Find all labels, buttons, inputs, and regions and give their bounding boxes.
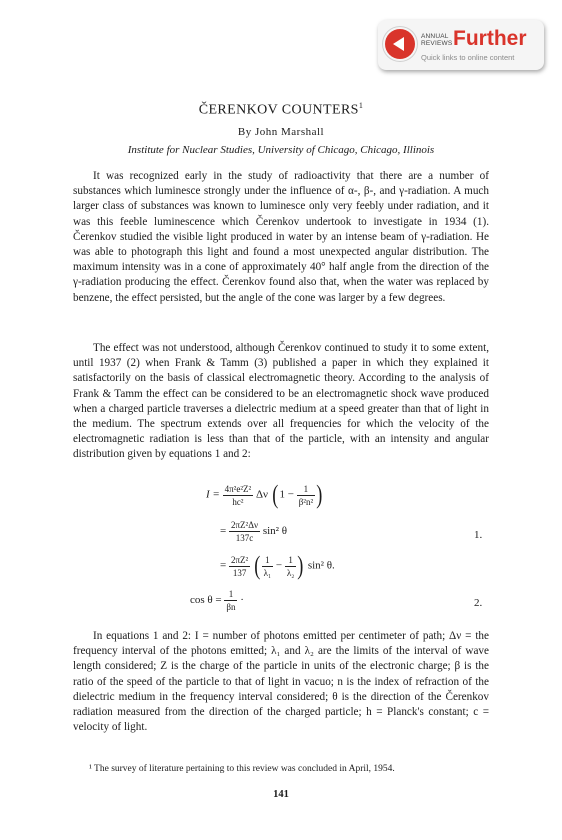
annual-reviews-further-badge[interactable]	[378, 20, 544, 70]
eq1-a-numerator: 4π²e²Z²	[224, 483, 252, 494]
eq2-numerator: 1	[224, 588, 237, 601]
eq1-a-left-paren: (	[272, 480, 279, 509]
eq1-a-inner-denominator: β²n²	[298, 496, 314, 507]
eq1-c-lambda2-fraction	[285, 554, 297, 579]
badge-further-text: Further	[453, 27, 527, 50]
page-number: 141	[273, 789, 289, 800]
eq2-tail: ·	[240, 594, 244, 607]
affiliation-line: Institute for Nuclear Studies, University of Chicago, Chicago, Illinois	[127, 144, 435, 156]
footnote: ¹ The survey of literature pertaining to this review was concluded in April, 1954.	[89, 764, 395, 774]
eq1-a-inner-fraction	[297, 483, 315, 508]
eq1-c-fraction	[229, 554, 250, 579]
badge-annual-reviews-text: ANNUAL REVIEWS	[421, 33, 453, 47]
eq1-c-minus: −	[275, 559, 283, 572]
eq1-c-lambda2-denominator: λ₂	[286, 567, 295, 578]
eq1-a-one-minus: 1 −	[279, 488, 294, 501]
eq2-lhs: cos θ =	[190, 594, 222, 607]
eq1-a-denominator: hc²	[232, 496, 244, 507]
eq2-fraction	[224, 588, 237, 613]
eq1-c-lambda1-fraction	[262, 554, 274, 579]
equation-2	[190, 588, 244, 613]
title-footnote-mark: 1	[358, 101, 364, 110]
eq1-b-equals: =	[220, 525, 227, 538]
equation-1-line-c	[220, 551, 335, 581]
eq1-a-inner-numerator: 1	[297, 483, 315, 496]
eq1-c-lambda1-denominator: λ₁	[263, 567, 272, 578]
eq1-c-lambda2-numerator: 1	[285, 554, 297, 567]
paragraph-1: It was recognized early in the study of radioactivity that there are a number of substances which luminesce strongly under the influence of α-, β-, and γ-radiation. A much larger class of substances was known to luminesce only very feebly under radiation, and it was this feeble luminescence which Čerenkov undertook to investigate in 1934 (1). Čerenkov studied the visible light produced in water by an intense beam of γ-radiation. He was able to photograph this light and found a most unexpected angular distribution. The maximum intensity was in a cone of approximately 40° half angle from the direction of the γ-radiation producing the effect. Čerenkov found also that, when the water was replaced by benzene, the effect persisted, but the angle of the cone was larger by a few degrees.	[73, 170, 489, 304]
eq1-a-fraction	[223, 483, 254, 508]
eq1-c-right-paren: )	[297, 551, 304, 580]
equation-1-line-b	[220, 519, 287, 544]
eq1-c-lambda1-numerator: 1	[262, 554, 274, 567]
eq1-b-numerator: 2πZ²Δν	[230, 520, 259, 530]
equation-1-number: 1.	[474, 529, 483, 541]
article-title-text: ČERENKOV COUNTERS	[198, 102, 359, 118]
eq1-b-denominator: 137c	[235, 533, 254, 543]
equation-2-number: 2.	[474, 597, 483, 609]
eq1-b-sin: sin² θ	[262, 525, 287, 538]
eq1-a-lhs: I =	[206, 488, 220, 501]
paragraph-2: The effect was not understood, although Čerenkov continued to study it to some extent, until 1937 (2) when Frank & Tamm (3) published a paper in which they explained it satisfactorily on the basis of classical electromagnetic theory. According to the analysis of Frank & Tamm the effect can be considered to be an electromagnetic shock wave produced when a charged particle traverses a dielectric medium at a speed greater than that of light in the medium. The spectrum extends over all frequencies for which the velocity of the electromagnetic radiation is less than that of the particle, with an intensity and angular distribution given by equations 1 and 2:	[73, 342, 489, 461]
eq1-a-delta-nu: Δν	[255, 488, 269, 501]
eq1-c-equals: =	[220, 559, 227, 572]
article-title	[0, 101, 562, 119]
eq1-c-numerator: 2πZ²	[230, 554, 249, 565]
eq1-b-fraction	[229, 519, 260, 544]
eq1-c-sin: sin² θ.	[307, 559, 335, 572]
equation-1-line-a	[206, 480, 324, 510]
eq2-denominator: βn	[226, 602, 236, 612]
annual-reviews-logo-icon	[385, 29, 415, 59]
badge-subtitle: Quick links to online content	[421, 53, 515, 62]
eq1-c-left-paren: (	[254, 551, 261, 580]
paragraph-3: In equations 1 and 2: I = number of photons emitted per centimeter of path; Δν = the frequency interval of the photons emitted; λ₁ and λ₂ are the limits of the interval of wave length considered; Z is the charge of the particle in units of the electronic charge; β is the ratio of the speed of the particle to that of light in vacuo; n is the index of refraction of the dielectric medium in the frequency interval considered; θ is the direction of the Čerenkov radiation measured from the direction of the charged particle; h = Planck's constant; c = velocity of light.	[73, 630, 489, 734]
eq1-c-denominator: 137	[232, 567, 247, 578]
author-line: By John Marshall	[237, 126, 325, 138]
eq1-a-right-paren: )	[316, 480, 323, 509]
